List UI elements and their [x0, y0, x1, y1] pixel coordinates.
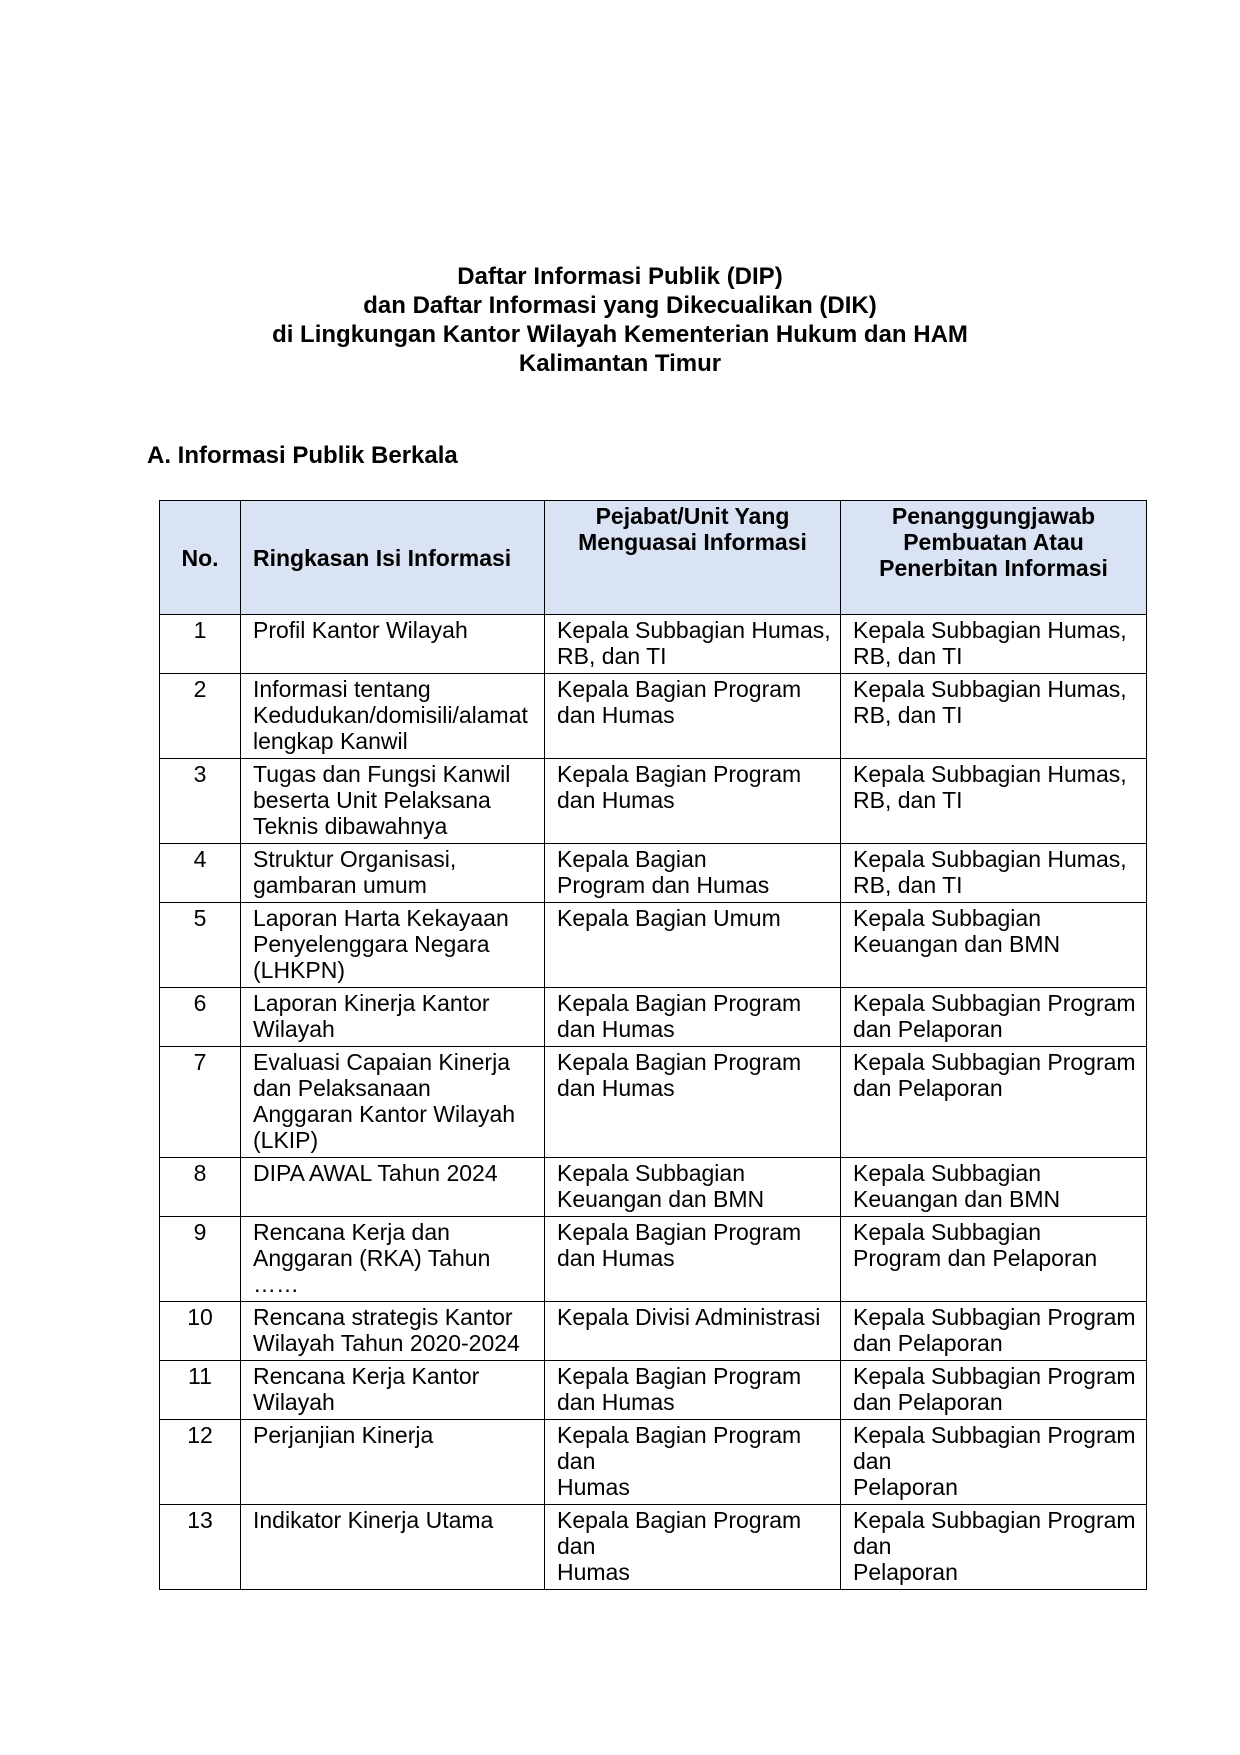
row-holder: Kepala Subbagian Keuangan dan BMN [545, 1158, 841, 1217]
row-holder: Kepala Divisi Administrasi [545, 1302, 841, 1361]
row-holder: Kepala Bagian Program dan Humas [545, 674, 841, 759]
table-row [160, 1158, 1147, 1217]
table-body [160, 615, 1147, 1590]
row-holder: Kepala Bagian Program dan Humas [545, 844, 841, 903]
title-line: Kalimantan Timur [518, 350, 722, 377]
row-number: 3 [160, 759, 241, 844]
table-row [160, 1302, 1147, 1361]
title-line: di Lingkungan Kantor Wilayah Kementerian Hukum dan HAM [272, 321, 968, 348]
header-responsible: Penanggungjawab Pembuatan Atau Penerbitan Informasi [841, 501, 1147, 615]
row-responsible: Kepala Subbagian Humas, RB, dan TI [841, 674, 1147, 759]
row-responsible: Kepala Subbagian Program dan Pelaporan [841, 1505, 1147, 1590]
row-summary: Indikator Kinerja Utama [241, 1505, 545, 1590]
row-responsible: Kepala Subbagian Program dan Pelaporan [841, 1047, 1147, 1158]
row-number: 4 [160, 844, 241, 903]
table-row [160, 1217, 1147, 1302]
row-summary: Profil Kantor Wilayah [241, 615, 545, 674]
row-responsible: Kepala Subbagian Program dan Pelaporan [841, 1361, 1147, 1420]
row-number: 12 [160, 1420, 241, 1505]
row-number: 10 [160, 1302, 241, 1361]
row-responsible: Kepala Subbagian Keuangan dan BMN [841, 1158, 1147, 1217]
table-row [160, 903, 1147, 988]
row-number: 2 [160, 674, 241, 759]
row-summary: Rencana strategis Kantor Wilayah Tahun 2020-2024 [241, 1302, 545, 1361]
row-number: 6 [160, 988, 241, 1047]
row-number: 13 [160, 1505, 241, 1590]
title-line: Daftar Informasi Publik (DIP) [457, 263, 783, 290]
row-holder: Kepala Bagian Program dan Humas [545, 1505, 841, 1590]
row-summary: Laporan Harta Kekayaan Penyelenggara Negara (LHKPN) [241, 903, 545, 988]
table-row [160, 674, 1147, 759]
table-header-row [160, 501, 1147, 615]
row-holder: Kepala Bagian Program dan Humas [545, 1047, 841, 1158]
row-holder: Kepala Subbagian Humas, RB, dan TI [545, 615, 841, 674]
row-summary: Tugas dan Fungsi Kanwil beserta Unit Pelaksana Teknis dibawahnya [241, 759, 545, 844]
row-holder: Kepala Bagian Umum [545, 903, 841, 988]
row-responsible: Kepala Subbagian Program dan Pelaporan [841, 1420, 1147, 1505]
row-number: 9 [160, 1217, 241, 1302]
row-number: 7 [160, 1047, 241, 1158]
row-number: 1 [160, 615, 241, 674]
table-row [160, 988, 1147, 1047]
row-responsible: Kepala Subbagian Humas, RB, dan TI [841, 759, 1147, 844]
row-summary: Evaluasi Capaian Kinerja dan Pelaksanaan Anggaran Kantor Wilayah (LKIP) [241, 1047, 545, 1158]
row-number: 5 [160, 903, 241, 988]
row-holder: Kepala Bagian Program dan Humas [545, 1361, 841, 1420]
table-row [160, 1505, 1147, 1590]
row-responsible: Kepala Subbagian Program dan Pelaporan [841, 1302, 1147, 1361]
header-summary: Ringkasan Isi Informasi [241, 501, 545, 615]
row-summary: Perjanjian Kinerja [241, 1420, 545, 1505]
row-responsible: Kepala Subbagian Keuangan dan BMN [841, 903, 1147, 988]
row-holder: Kepala Bagian Program dan Humas [545, 988, 841, 1047]
row-responsible: Kepala Subbagian Humas, RB, dan TI [841, 615, 1147, 674]
row-holder: Kepala Bagian Program dan Humas [545, 1420, 841, 1505]
table-row [160, 1361, 1147, 1420]
header-no: No. [160, 501, 241, 615]
table-row [160, 1420, 1147, 1505]
row-summary: Informasi tentang Kedudukan/domisili/alamat lengkap Kanwil [241, 674, 545, 759]
row-responsible: Kepala Subbagian Program dan Pelaporan [841, 988, 1147, 1047]
row-summary: DIPA AWAL Tahun 2024 [241, 1158, 545, 1217]
row-summary: Rencana Kerja dan Anggaran (RKA) Tahun …… [241, 1217, 545, 1302]
row-number: 11 [160, 1361, 241, 1420]
row-summary: Rencana Kerja Kantor Wilayah [241, 1361, 545, 1420]
row-responsible: Kepala Subbagian Program dan Pelaporan [841, 1217, 1147, 1302]
section-heading: A. Informasi Publik Berkala [147, 442, 458, 469]
row-holder: Kepala Bagian Program dan Humas [545, 1217, 841, 1302]
row-summary: Laporan Kinerja Kantor Wilayah [241, 988, 545, 1047]
row-holder: Kepala Bagian Program dan Humas [545, 759, 841, 844]
row-summary: Struktur Organisasi, gambaran umum [241, 844, 545, 903]
public-information-table [159, 500, 1147, 1590]
row-responsible: Kepala Subbagian Humas, RB, dan TI [841, 844, 1147, 903]
table-row [160, 615, 1147, 674]
title-line: dan Daftar Informasi yang Dikecualikan (DIK) [363, 292, 877, 319]
table-row [160, 759, 1147, 844]
table-row [160, 1047, 1147, 1158]
table-row [160, 844, 1147, 903]
header-holder: Pejabat/Unit Yang Menguasai Informasi [545, 501, 841, 615]
document-title [0, 262, 1240, 378]
row-number: 8 [160, 1158, 241, 1217]
